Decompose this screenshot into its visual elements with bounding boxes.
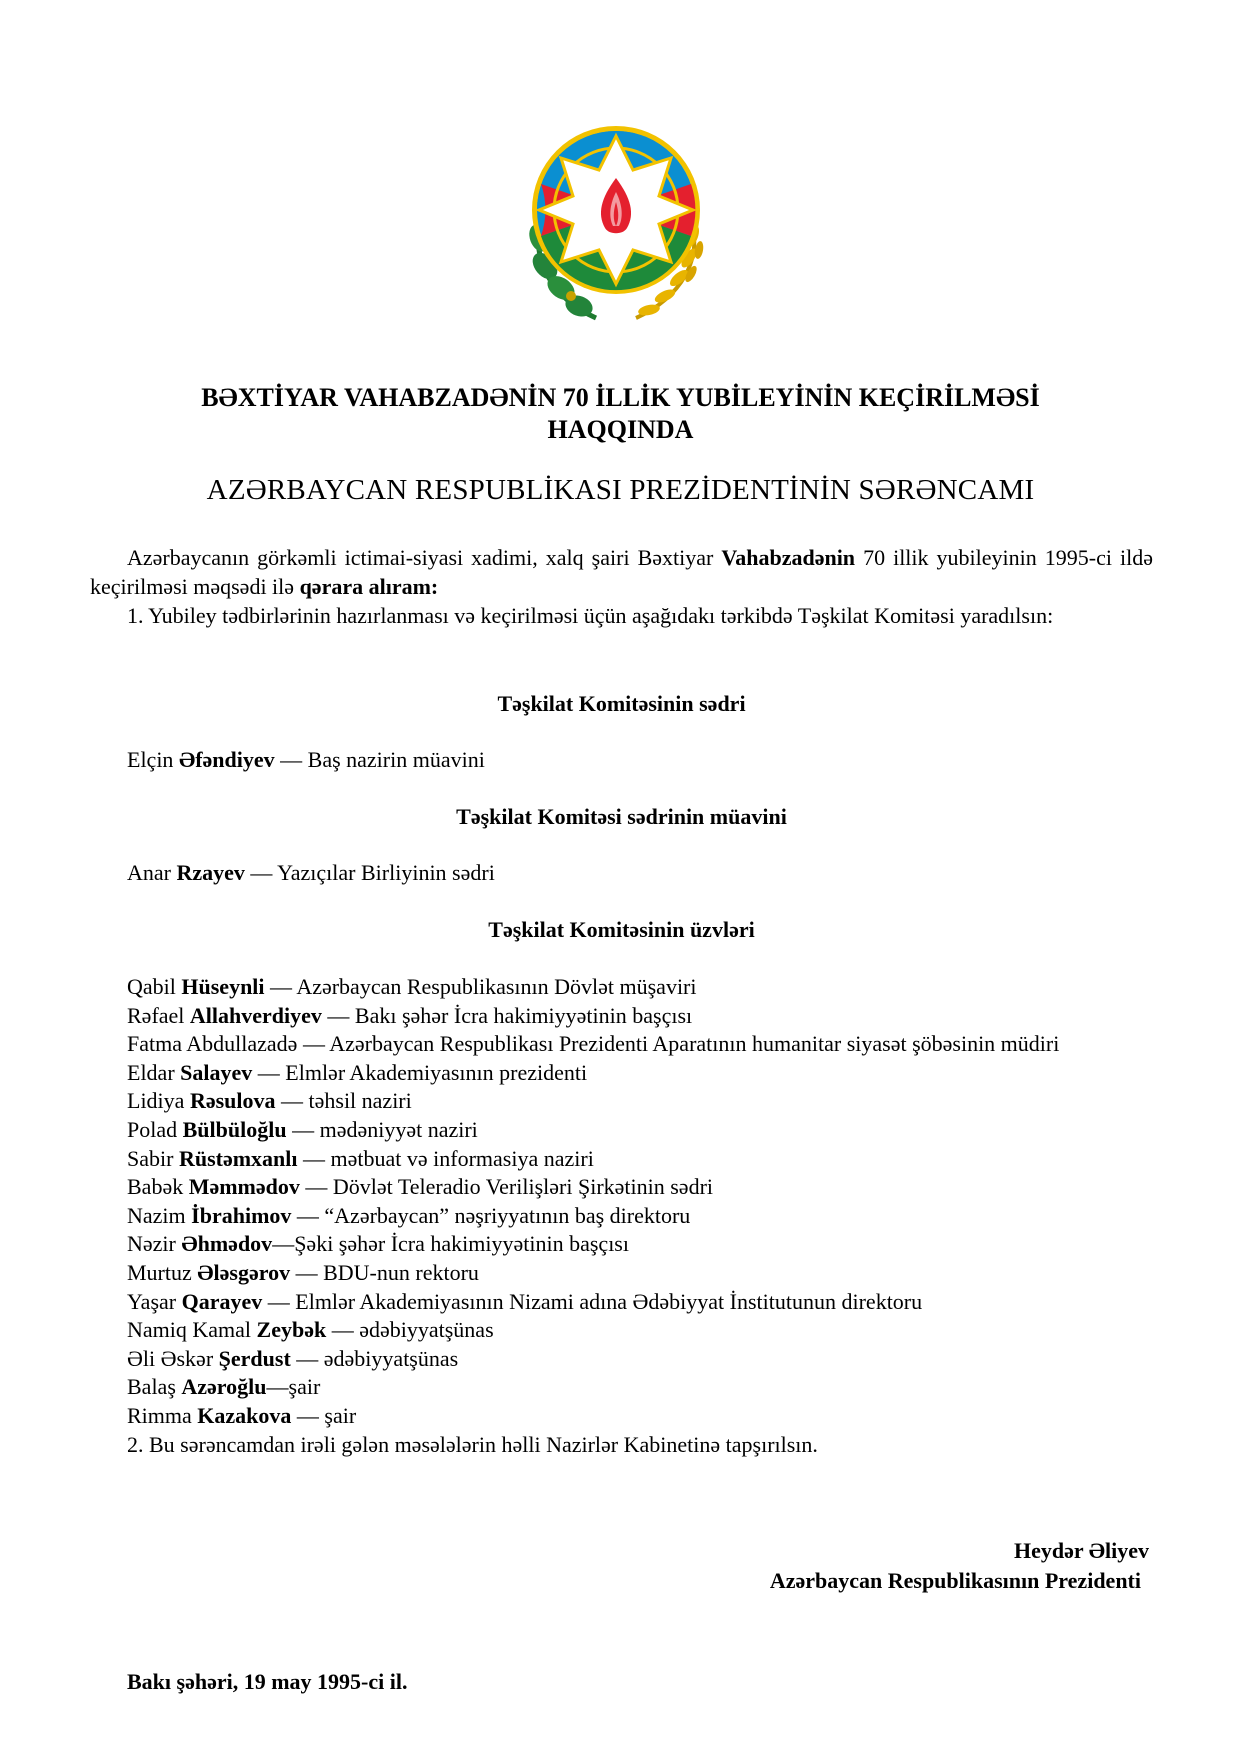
member-line [90,1116,1153,1145]
member-line [90,1288,1153,1317]
member-last-name: Rəsulova [189,1088,276,1114]
member-role: — ədəbiyyatşünas [290,1345,459,1371]
member-role: —Şəki şəhər İcra hakimiyyətinin başçısı [272,1231,629,1257]
deputy-first-name: Anar [127,860,177,885]
chair-first-name: Elçin [127,747,179,772]
member-line [90,1230,1153,1259]
member-line [90,1202,1153,1231]
member-first-name: Babək [127,1174,189,1200]
member-last-name: Allahverdiyev [189,1002,322,1028]
member-first-name: Nəzir [127,1231,182,1257]
member-line [90,1030,1153,1059]
chair-heading: Təşkilat Komitəsinin sədri [497,691,746,716]
member-line [90,1002,1153,1031]
member-last-name: Salayev [180,1059,253,1085]
members-list [90,973,1153,1459]
state-emblem-icon [521,118,711,330]
member-first-name: Polad [127,1116,183,1142]
deputy-last-name: Rzayev [176,860,245,885]
member-role: — BDU-nun rektoru [290,1259,479,1285]
chair-line [90,746,1153,775]
intro-bold-decision: qərara alıram: [299,573,439,599]
intro-bold-name: Vahabzadənin [721,545,856,570]
signature-title: Azərbaycan Respublikasının Prezidenti [769,1568,1141,1593]
member-last-name: Məmmədov [188,1174,300,1200]
place-date: Bakı şəhəri, 19 may 1995-ci il. [127,1669,408,1694]
document-subtitle: AZƏRBAYCAN RESPUBLİKASI PREZİDENTİNİN SƏRƏNCAMI [206,474,1035,506]
member-role: —şair [266,1374,321,1400]
member-line [90,1145,1153,1174]
intro-paragraph [90,544,1153,601]
member-role: — şair [291,1402,357,1428]
member-first-name: Rimma [127,1402,198,1428]
document-title [100,382,1141,446]
member-first-name: Balaş [127,1374,182,1400]
member-first-name: Lidiya [127,1088,190,1114]
intro-text-2: 70 illik yubileyinin 1995-ci ildə keçirilməsi məqsədi ilə [90,545,1153,599]
member-last-name: Kazakova [197,1402,292,1428]
signature-name: Heydər Əliyev [1014,1538,1149,1563]
member-role: — ədəbiyyatşünas [326,1317,494,1343]
member-role: — Bakı şəhər İcra hakimiyyətinin başçısı [321,1002,693,1028]
member-role: — Azərbaycan Respublikası Prezidenti Aparatının humanitar siyasət şöbəsinin müdiri [297,1031,1060,1057]
member-first-name: Rəfael [127,1002,190,1028]
member-role: — “Azərbaycan” nəşriyyatının baş direktoru [291,1202,691,1228]
member-last-name: Rüstəmxanlı [178,1145,298,1171]
member-line [90,1173,1153,1202]
member-first-name: Yaşar [127,1288,182,1314]
member-line [90,1345,1153,1374]
member-last-name: Bülbüloğlu [182,1116,287,1142]
chair-role: — Baş nazirin müavini [274,747,485,772]
member-line [90,1373,1153,1402]
members-heading: Təşkilat Komitəsinin üzvləri [488,917,755,942]
member-line [90,1259,1153,1288]
item-1-paragraph: 1. Yubiley tədbirlərinin hazırlanması və keçirilməsi üçün aşağıdakı tərkibdə Təşkilat Komitəsi yaradılsın: [127,603,1054,628]
member-line [90,1402,1153,1431]
member-first-name: Əli Əskər [127,1345,219,1371]
member-first-name: Fatma Abdullazadə [127,1031,298,1057]
member-first-name: Murtuz [127,1259,198,1285]
title-line-2: HAQQINDA [547,415,694,444]
member-role: — Azərbaycan Respublikasının Dövlət müşaviri [264,974,697,999]
member-last-name: Əhmədov [181,1231,273,1257]
title-line-1: BƏXTİYAR VAHABZADƏNİN 70 İLLİK YUBİLEYİNİN KEÇİRİLMƏSİ [201,383,1040,412]
member-role: — təhsil naziri [275,1088,412,1114]
member-line [90,973,1153,1002]
intro-text-1: Azərbaycanın görkəmli ictimai-siyasi xadimi, xalq şairi Bəxtiyar [127,545,722,570]
member-last-name: İbrahimov [191,1202,292,1228]
member-last-name: Azəroğlu [181,1374,267,1400]
member-role: — mədəniyyət naziri [286,1116,478,1142]
member-last-name: Zeybək [256,1317,327,1343]
item-2-paragraph: 2. Bu sərəncamdan irəli gələn məsələlərin həlli Nazirlər Kabinetinə tapşırılsın. [127,1431,818,1457]
member-role: — Elmlər Akademiyasının Nizami adına Ədəbiyyat İnstitutunun direktoru [262,1288,923,1314]
member-first-name: Eldar [127,1059,181,1085]
member-line [90,1316,1153,1345]
member-line [90,1059,1153,1088]
member-last-name: Ələsgərov [197,1259,291,1285]
member-first-name: Qabil [127,974,182,999]
member-role: — mətbuat və informasiya naziri [297,1145,594,1171]
member-line [90,1087,1153,1116]
signature-block [770,1536,1149,1596]
member-role: — Elmlər Akademiyasının prezidenti [252,1059,588,1085]
member-first-name: Nazim [127,1202,192,1228]
member-last-name: Qarayev [181,1288,263,1314]
chair-last-name: Əfəndiyev [178,747,275,772]
deputy-role: — Yazıçılar Birliyinin sədri [244,860,495,885]
member-last-name: Hüseynli [181,974,265,999]
member-first-name: Namiq Kamal [127,1317,257,1343]
member-role: — Dövlət Teleradio Verilişləri Şirkətinin sədri [299,1174,714,1200]
deputy-heading: Təşkilat Komitəsi sədrinin müavini [456,804,787,829]
member-first-name: Sabir [127,1145,179,1171]
deputy-line [90,859,1153,888]
member-last-name: Şerdust [218,1345,291,1371]
